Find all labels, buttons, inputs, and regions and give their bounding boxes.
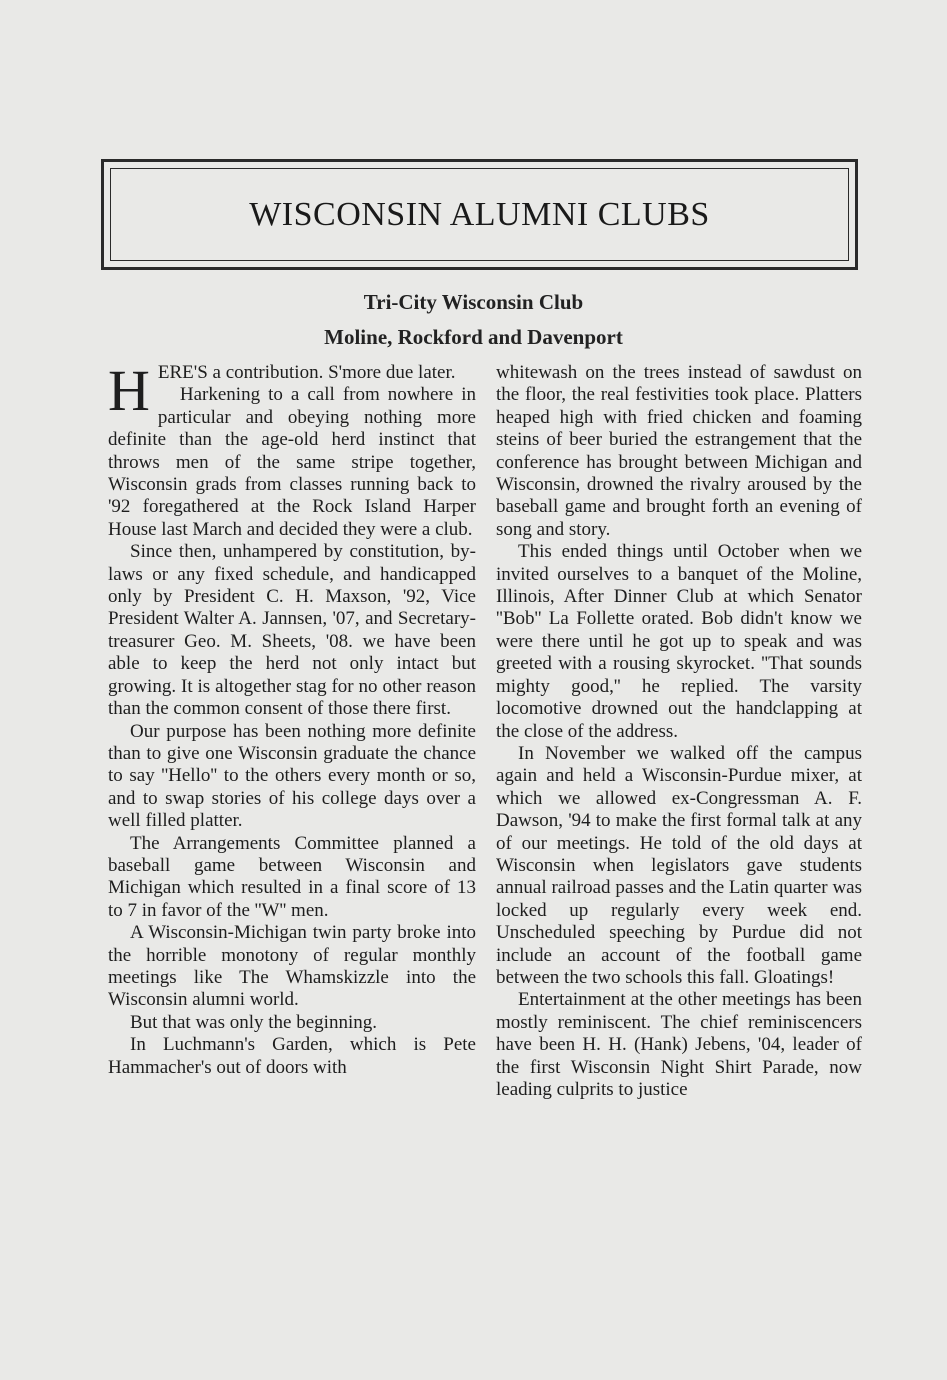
right-column xyxy=(496,362,862,1101)
paragraph xyxy=(108,358,476,423)
article-subheading: Moline, Rockford and Davenport xyxy=(324,325,623,349)
paragraph: The Arrangements Committee planned a baseball game between Wisconsin and Michigan which resulted in a final score of 13 to 7 in favor of the ''W'' men. xyxy=(108,832,476,921)
paragraph: Entertainment at the other meetings has been mostly reminiscent. The chief reminiscencers have been H. H. (Hank) Jebens, '04, leader of the first Wisconsin Night Shirt Parade, now leading culprits to justice xyxy=(496,989,862,1100)
header-inner-frame xyxy=(110,168,849,261)
paragraph: But that was only the beginning. xyxy=(130,1011,377,1033)
page-title: WISCONSIN ALUMNI CLUBS xyxy=(249,195,710,233)
paragraph: This ended things until October when we invited ourselves to a banquet of the Moline, Illinois, After Dinner Club at which Senator ''Bob'' La Follette orated. Bob didn't know we were there until he got up to speak and was greeted with a rousing skyrocket. ''That sounds mighty good,'' he replied. The varsity locomotive drowned out the handclapping at the close of the address. xyxy=(496,541,862,742)
paragraph: Harkening to a call from nowhere in particular and obeying nothing more definite than the age-old herd instinct that throws men of the same stripe together, Wisconsin grads from classes running back to '92 foregathered at the Rock Island Harper House last March and decided they were a club. xyxy=(108,384,476,540)
paragraph: Our purpose has been nothing more definite than to give one Wisconsin graduate the chance to say ''Hello'' to the others every month or so, and to swap stories of his college days over a well filled platter. xyxy=(108,720,476,832)
paragraph: Since then, unhampered by constitution, by-laws or any fixed schedule, and handicapped only by President C. H. Maxson, '92, Vice President Walter A. Jannsen, '07, and Secretary-treasurer Geo. M. Sheets, '08. we have been able to keep the herd not only intact but growing. It is altogether stag for no other reason than the common consent of those there first. xyxy=(108,541,476,720)
article-heading: Tri-City Wisconsin Club xyxy=(363,290,584,314)
paragraph: In November we walked off the campus again and held a Wisconsin-Purdue mixer, at which we allowed ex-Congressman A. F. Dawson, '94 to make the first formal talk at any of our meetings. He told of the old days at Wisconsin when legislators gave students annual railroad passes and the Latin quarter was locked up regularly every week end. Unscheduled speeching by Purdue did not include an account of the football game between the two schools this fall. Gloatings! xyxy=(496,742,862,988)
left-column xyxy=(108,358,476,1079)
drop-cap: H xyxy=(108,358,150,423)
paragraph: A Wisconsin-Michigan twin party broke into the horrible monotony of regular monthly meetings like The Whamskizzle into the Wisconsin alumni world. xyxy=(108,922,476,1011)
paragraph: In Luchmann's Garden, which is Pete Hammacher's out of doors with xyxy=(108,1034,476,1078)
paragraph-text: ERE'S a contribution. S'more due later. xyxy=(157,362,456,383)
paragraph: whitewash on the trees instead of sawdust on the floor, the real festivities took place. Platters heaped high with fried chicken and foaming steins of beer buried the estrangement that the conference has brought between Michigan and Wisconsin, drowned the rivalry aroused by the baseball game and brought forth an evening of song and story. xyxy=(496,362,862,540)
header-frame xyxy=(101,159,858,270)
